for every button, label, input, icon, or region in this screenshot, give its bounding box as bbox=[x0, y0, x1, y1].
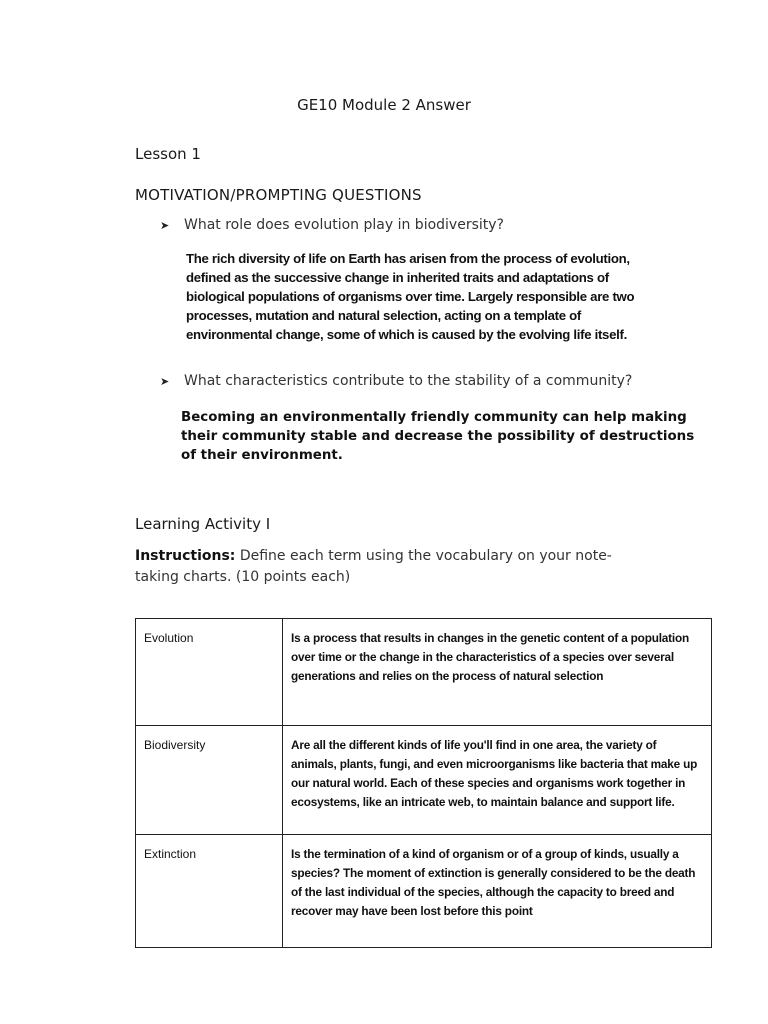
instructions-paragraph bbox=[135, 546, 615, 588]
term-cell: Biodiversity bbox=[136, 726, 283, 835]
question-text: What characteristics contribute to the stability of a community? bbox=[184, 373, 633, 389]
instructions-label: Instructions: bbox=[135, 548, 236, 564]
section-heading: MOTIVATION/PROMPTING QUESTIONS bbox=[135, 186, 422, 204]
document-title: GE10 Module 2 Answer bbox=[297, 96, 471, 114]
term-cell: Extinction bbox=[136, 835, 283, 948]
question-item-2 bbox=[160, 373, 632, 389]
arrow-bullet-icon: ➤ bbox=[160, 375, 170, 388]
lesson-heading: Lesson 1 bbox=[135, 145, 201, 163]
instructions-text: Define each term using the vocabulary on your note-taking charts. (10 points each) bbox=[135, 548, 612, 585]
activity-heading: Learning Activity I bbox=[135, 515, 271, 533]
definitions-table bbox=[135, 618, 712, 948]
question-item-1 bbox=[160, 217, 504, 233]
definition-cell: Are all the different kinds of life you'll find in one area, the variety of animals, plants, fungi, and even microorganisms like bacteria that make up our natural world. Each of these species and organisms work together in ecosystems, like an intricate web, to maintain balance and support life. bbox=[283, 726, 712, 835]
table-row bbox=[136, 726, 712, 835]
answer-text: The rich diversity of life on Earth has arisen from the process of evolution, defined as the successive change in inherited traits and adaptations of biological populations of organisms over time. Largely responsible are two processes, mutation and natural selection, acting on a template of environmental change, some of which is caused by the evolving life itself. bbox=[186, 251, 635, 342]
definition-cell: Is a process that results in changes in the genetic content of a population over time or the change in the characteristics of a species over several generations and relies on the process of natural selection bbox=[283, 619, 712, 726]
table-row bbox=[136, 619, 712, 726]
term-cell: Evolution bbox=[136, 619, 283, 726]
question-text: What role does evolution play in biodiversity? bbox=[184, 217, 504, 233]
arrow-bullet-icon: ➤ bbox=[160, 219, 170, 232]
answer-text: Becoming an environmentally friendly community can help making their community stable and decrease the possibility of destructions of their environment. bbox=[181, 410, 695, 463]
table-row bbox=[136, 835, 712, 948]
definition-cell: Is the termination of a kind of organism or of a group of kinds, usually a species? The moment of extinction is generally considered to be the death of the last individual of the species, although the capacity to breed and recover may have been lost before this point bbox=[283, 835, 712, 948]
